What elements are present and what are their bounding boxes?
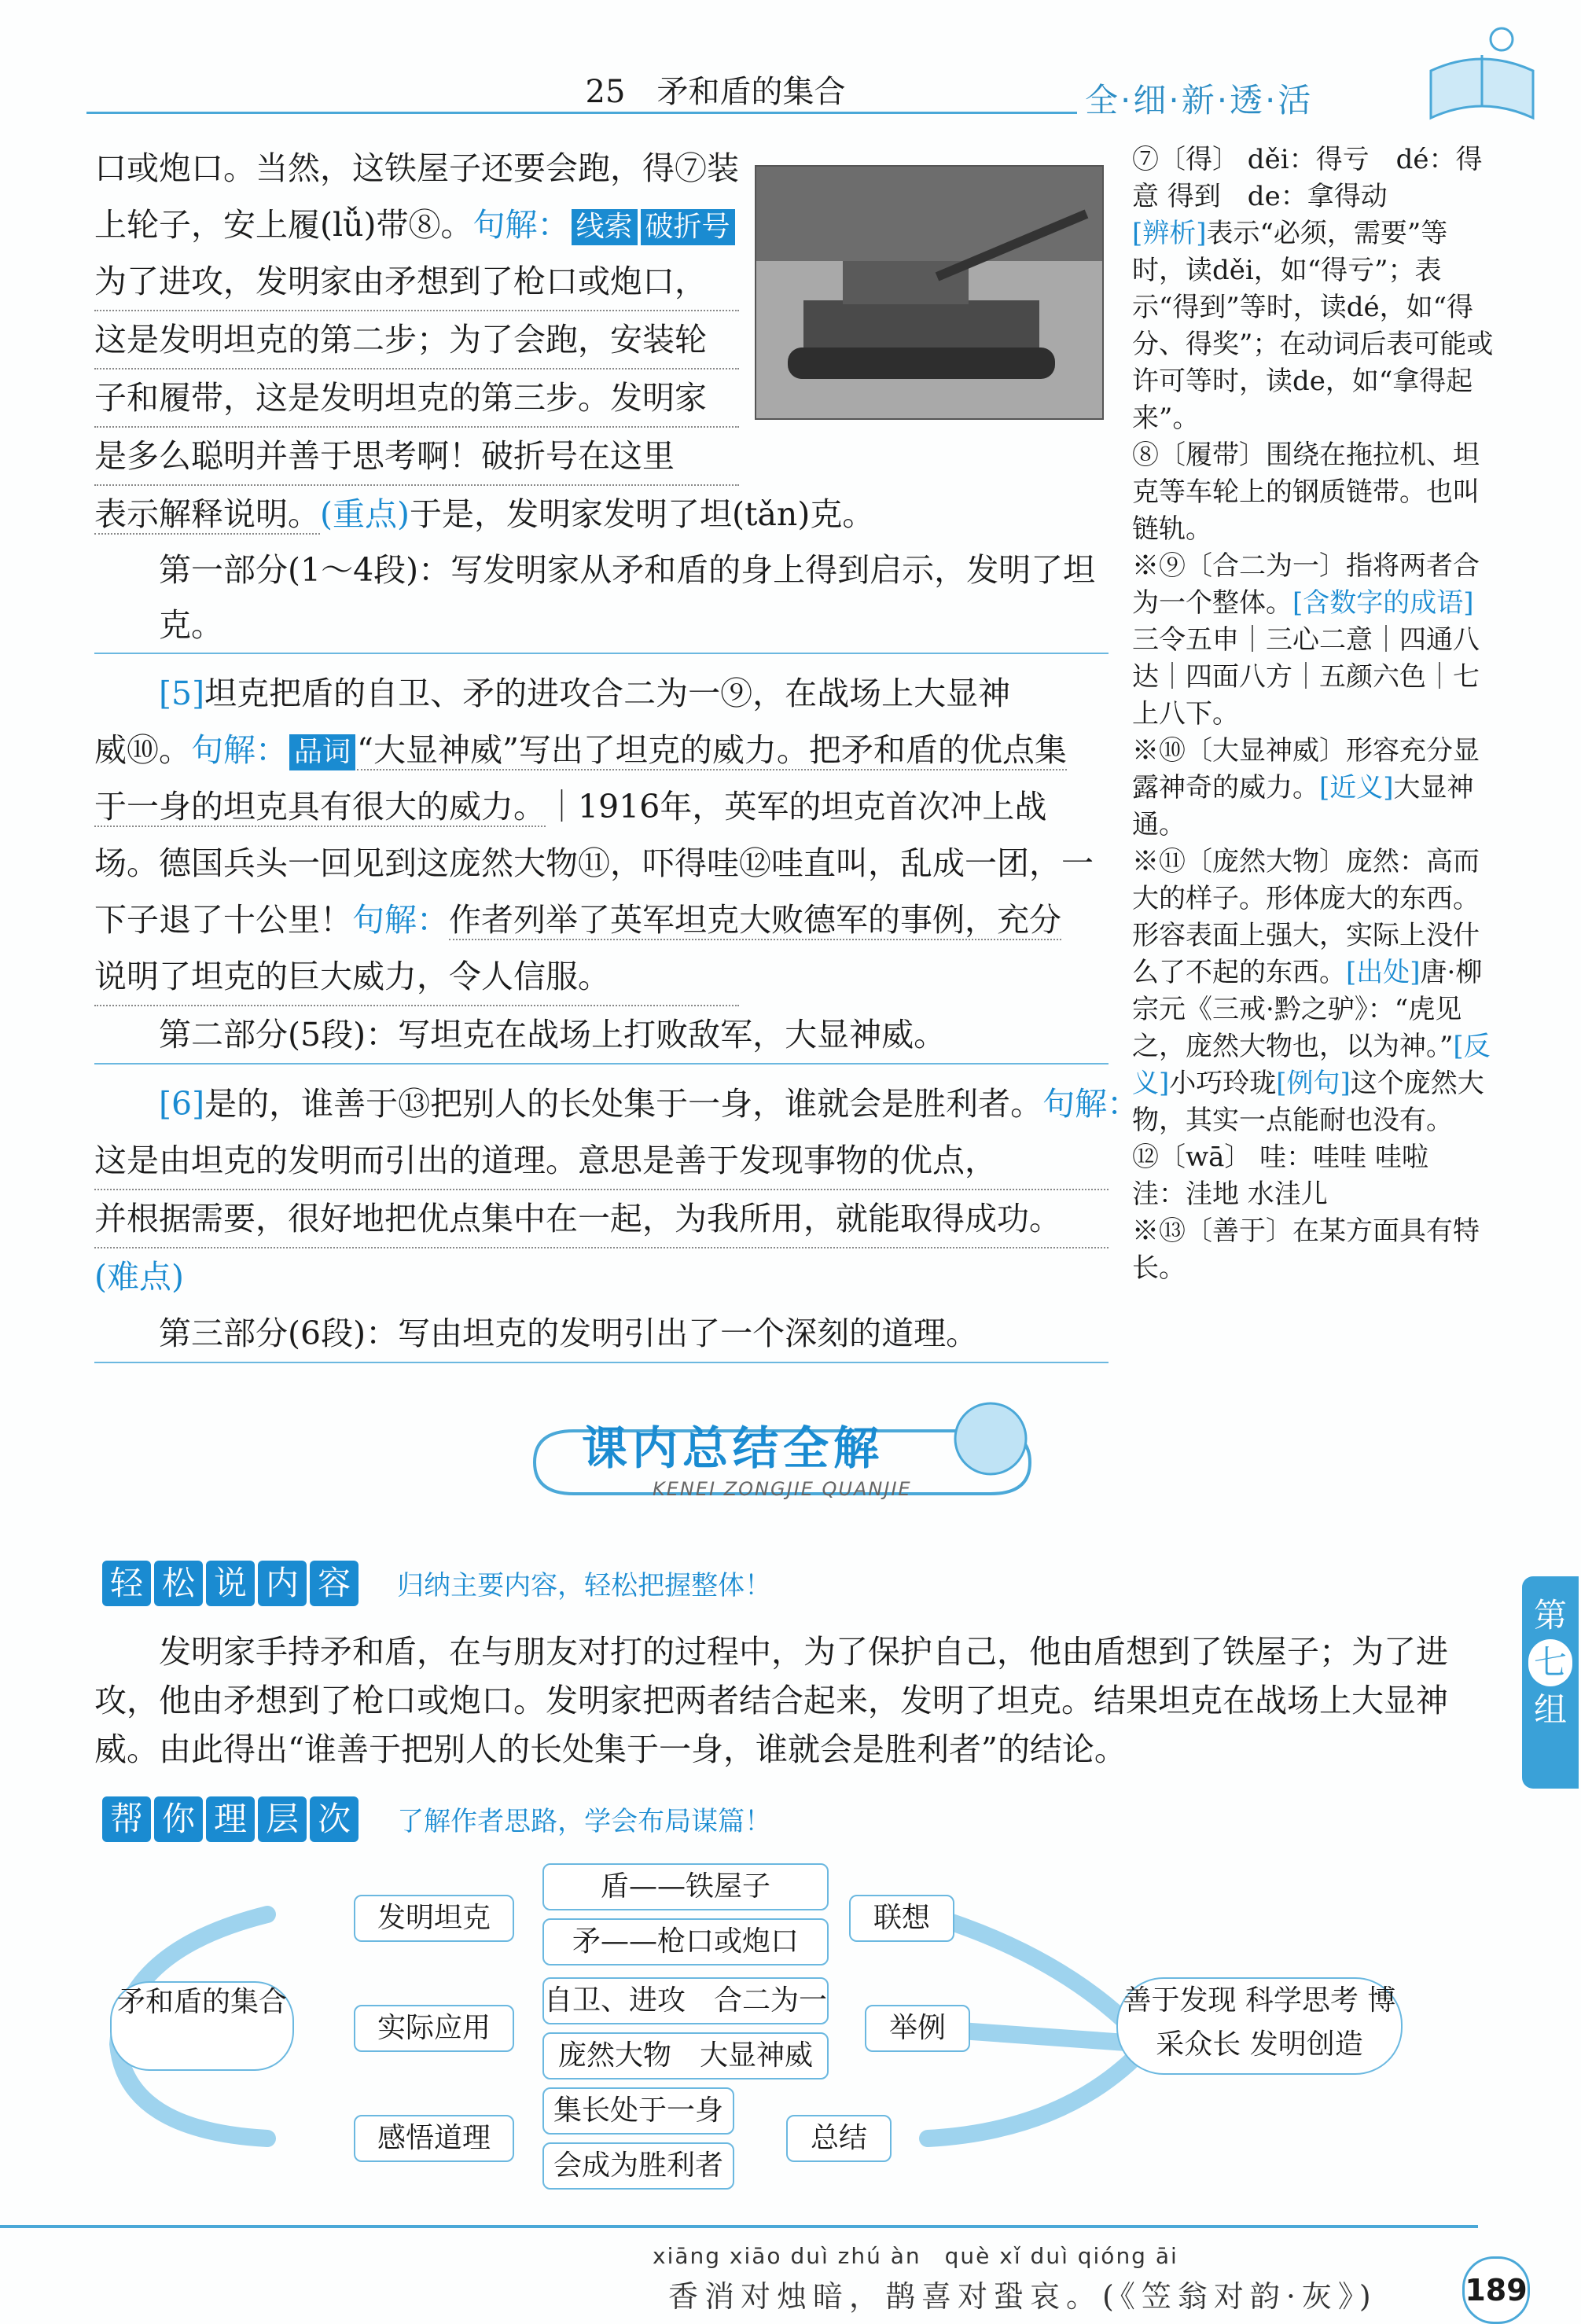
tag-word: 品词 bbox=[289, 734, 355, 770]
difficult-point-label: (难点) bbox=[94, 1258, 184, 1296]
sentence-note-label: 句解： bbox=[1042, 1085, 1140, 1123]
mindmap-branch: 感悟道理 bbox=[354, 2115, 514, 2162]
section-pill: 轻 bbox=[102, 1561, 151, 1606]
note-text: 大显神通。 bbox=[1132, 772, 1474, 840]
content-summary: 发明家手持矛和盾，在与朋友对打的过程中，为了保护自己，他由盾想到了铁屋子；为了进攻，他由矛想到了枪口或炮口。发明家把两者结合起来，发明了坦克。结果坦克在战场上大显神威。由此得出“谁善于把别人的长处集于一身，谁就会是胜利者”的结论。 bbox=[94, 1633, 1448, 1768]
text-span: 表示解释说明。 bbox=[94, 495, 320, 533]
note-text: ※⑩〔大显神威〕形容充分显露神奇的威力。 bbox=[1132, 735, 1480, 803]
sentence-note-label: 句解： bbox=[191, 731, 288, 769]
sentence-note-label: 句解： bbox=[352, 901, 449, 939]
paragraph-number: [5] bbox=[159, 675, 205, 712]
mindmap-conclusion: 善于发现 科学思考 博采众长 发明创造 bbox=[1116, 1977, 1403, 2075]
mindmap-relation: 举例 bbox=[865, 2005, 970, 2052]
header-divider bbox=[86, 112, 1077, 114]
mindmap-root: 矛和盾的集合 bbox=[110, 1981, 294, 2071]
section-structure-head bbox=[102, 1796, 771, 1851]
tab-text: 七 bbox=[1528, 1639, 1572, 1686]
note-text: 唐·柳宗元《三戒·黔之驴》：“虎见之，庞然大物也，以为神。” bbox=[1132, 957, 1483, 1062]
section-pill: 层 bbox=[258, 1796, 307, 1842]
note-de-analysis bbox=[1132, 215, 1494, 437]
section-subtitle: 归纳主要内容，轻松把握整体！ bbox=[397, 1570, 772, 1601]
tab-text: 组 bbox=[1533, 1690, 1567, 1729]
tab-text: 第 bbox=[1533, 1596, 1567, 1635]
text-line bbox=[94, 892, 1109, 948]
section-pill: 说 bbox=[206, 1561, 255, 1606]
mindmap-leaf: 庞然大物 大显神威 bbox=[542, 2032, 829, 2079]
side-notes bbox=[1132, 142, 1494, 1287]
paragraph-number: [6] bbox=[159, 1085, 205, 1123]
note-de: ⑦〔得〕 děi：得亏 dé：得意 得到 de：拿得动 bbox=[1132, 144, 1483, 212]
page-title: 25 矛和盾的集合 bbox=[585, 74, 846, 110]
note-lvdai: ⑧〔履带〕围绕在拖拉机、坦克等车轮上的钢质链带。也叫链轨。 bbox=[1132, 439, 1480, 545]
text-line bbox=[94, 665, 1109, 722]
section-pill: 次 bbox=[310, 1796, 358, 1842]
text-span: 作者列举了英军坦克大败德军的事例，充分 bbox=[449, 901, 1061, 939]
note-text: ※⑪〔庞然大物〕庞然：高而大的样子。形体庞大的东西。形容表面上强大，实际上没什么了不起的东西。 bbox=[1132, 846, 1480, 988]
text-line bbox=[94, 722, 1109, 778]
section-pill: 容 bbox=[310, 1561, 358, 1606]
part-summary-3: 第三部分(6段)：写由坦克的发明引出了一个深刻的道理。 bbox=[94, 1305, 1109, 1363]
footer-couplet: 香消对烛暗，鹊喜对蛩哀。(《笠翁对韵·灰》) bbox=[668, 2279, 1377, 2314]
section-subtitle: 了解作者思路，学会布局谋篇！ bbox=[397, 1806, 772, 1837]
part-summary-2: 第二部分(5段)：写坦克在战场上打败敌军，大显神威。 bbox=[94, 1006, 1109, 1065]
text-span: 坦克把盾的自卫、矛的进攻合二为一⑨，在战场上大显神 bbox=[204, 675, 1011, 712]
text-span: 下子退了十公里！ bbox=[94, 901, 352, 939]
text-span: 于是，发明家发明了坦(tǎn)克。 bbox=[410, 495, 875, 533]
mindmap-branch: 实际应用 bbox=[354, 2005, 514, 2052]
brand-slogan: 全·细·新·透·活 bbox=[1085, 81, 1314, 120]
page-number: 189 bbox=[1462, 2256, 1530, 2324]
text-line bbox=[94, 486, 1109, 542]
note-text: 表示“必须，需要”等时，读děi，如“得亏”；表示“得到”等时，读dé，如“得分、得奖”；在动词后表可能或许可等时，读de，如“拿得起来”。 bbox=[1132, 218, 1494, 434]
note-tag: [例句] bbox=[1276, 1068, 1351, 1099]
note-shanyu: ※⑬〔善于〕在某方面具有特长。 bbox=[1132, 1215, 1480, 1284]
note-text: 这个庞然大物，其实一点能耐也没有。 bbox=[1132, 1068, 1484, 1136]
text-span: “大显神威”写出了坦克的威力。把矛和盾的优点集 bbox=[357, 731, 1067, 769]
note-tag: [含数字的成语] bbox=[1292, 587, 1474, 619]
mindmap-leaf: 集长处于一身 bbox=[542, 2087, 734, 2135]
summary-subtitle: KENEI ZONGJIE QUANJIE bbox=[653, 1478, 912, 1500]
note-daxian bbox=[1132, 733, 1494, 844]
tag-clue: 线索 bbox=[572, 209, 638, 245]
note-text: ※⑨〔合二为一〕指将两者合为一个整体。 bbox=[1132, 550, 1480, 619]
note-heer bbox=[1132, 548, 1494, 733]
mindmap-relation: 总结 bbox=[786, 2115, 892, 2162]
text-line: 这是发明坦克的第二步；为了会跑，安装轮 bbox=[94, 311, 739, 370]
text-line bbox=[94, 1076, 1140, 1132]
text-line: 是多么聪明并善于思考啊！破折号在这里 bbox=[94, 428, 739, 486]
note-tag: [近义] bbox=[1319, 772, 1394, 803]
section-pill: 帮 bbox=[102, 1796, 151, 1842]
text-span: 是的，谁善于⑬把别人的长处集于一身，谁就会是胜利者。 bbox=[204, 1085, 1043, 1123]
mindmap-leaf: 矛——枪口或炮口 bbox=[542, 1918, 829, 1965]
mindmap-leaf: 会成为胜利者 bbox=[542, 2142, 734, 2190]
text-span: 上轮子，安上履(lǚ)带⑧。 bbox=[94, 206, 473, 244]
key-point-label: (重点) bbox=[320, 495, 410, 533]
book-logo-icon bbox=[1384, 16, 1580, 134]
mindmap-relation: 联想 bbox=[849, 1895, 954, 1942]
section-pill: 你 bbox=[154, 1796, 203, 1842]
part-summary-1: 第一部分(1～4段)：写发明家从矛和盾的身上得到启示，发明了坦克。 bbox=[94, 542, 1109, 654]
tag-dash: 破折号 bbox=[641, 209, 735, 245]
note-text: 小巧玲珑 bbox=[1169, 1068, 1277, 1099]
text-line: 子和履带，这是发明坦克的第三步。发明家 bbox=[94, 370, 739, 428]
text-span: 威⑩。 bbox=[94, 731, 191, 769]
section-pill: 内 bbox=[258, 1561, 307, 1606]
text-line: 这是由坦克的发明而引出的道理。意思是善于发现事物的优点， bbox=[94, 1132, 1109, 1190]
footer-pinyin: xiāng xiāo duì zhú àn què xǐ duì qióng āi bbox=[653, 2243, 1178, 2269]
text-line bbox=[94, 197, 739, 253]
main-text bbox=[94, 140, 1140, 1363]
text-line: 说明了坦克的巨大威力，令人信服。 bbox=[94, 948, 739, 1006]
note-text: 三令五申｜三心二意｜四通八达｜四面八方｜五颜六色｜七上八下。 bbox=[1132, 624, 1480, 730]
text-line: 并根据需要，很好地把优点集中在一起，为我所用，就能取得成功。 bbox=[94, 1190, 1109, 1248]
text-line: 口或炮口。当然，这铁屋子还要会跑，得⑦装 bbox=[94, 149, 739, 187]
chapter-tab bbox=[1522, 1576, 1579, 1789]
note-tag: [反义] bbox=[1132, 1031, 1491, 1099]
note-tag: [辨析] bbox=[1132, 218, 1207, 249]
mindmap-branch: 发明坦克 bbox=[354, 1895, 514, 1942]
footer-divider bbox=[0, 2225, 1478, 2228]
note-tag: [出处] bbox=[1346, 957, 1421, 988]
summary-title: 课内总结全解 bbox=[582, 1421, 884, 1475]
text-line: 为了进攻，发明家由矛想到了枪口或炮口， bbox=[94, 253, 739, 311]
mindmap-leaf: 盾——铁屋子 bbox=[542, 1863, 829, 1910]
note-wa: ⑫〔wā〕 哇：哇哇 哇啦 洼：洼地 水洼儿 bbox=[1132, 1142, 1455, 1210]
text-span: 于一身的坦克具有很大的威力。 bbox=[94, 788, 546, 826]
note-pangran bbox=[1132, 844, 1494, 1139]
section-pill: 理 bbox=[206, 1796, 255, 1842]
section-pill: 松 bbox=[154, 1561, 203, 1606]
sentence-note-label: 句解： bbox=[472, 206, 570, 244]
text-line: 场。德国兵头一回见到这庞然大物⑪，吓得哇⑫哇直叫，乱成一团，一 bbox=[94, 844, 1094, 882]
section-content-head bbox=[102, 1561, 771, 1616]
text-line bbox=[94, 778, 1109, 835]
mindmap-leaf: 自卫、进攻 合二为一 bbox=[542, 1977, 829, 2024]
text-span: ｜1916年，英军的坦克首次冲上战 bbox=[546, 788, 1047, 826]
